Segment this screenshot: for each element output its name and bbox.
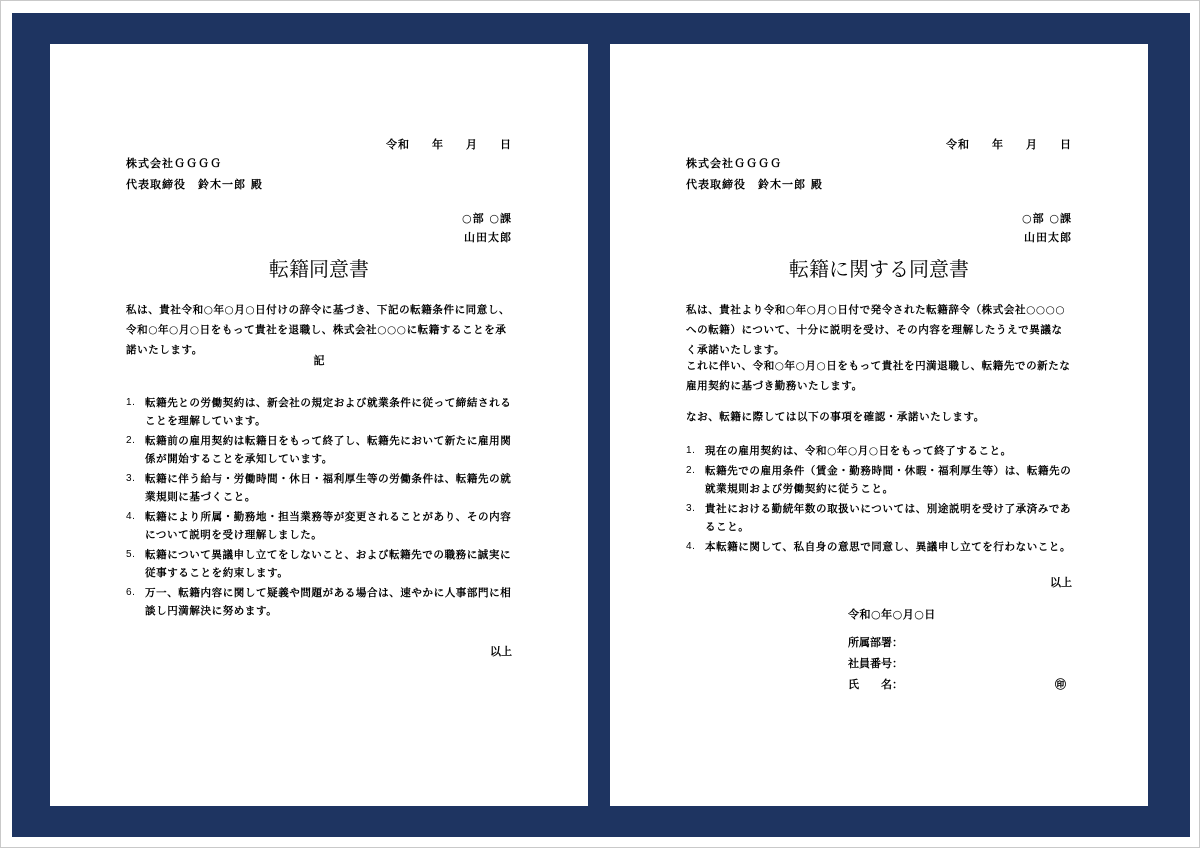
addressee-company: 株式会社ＧＧＧＧ bbox=[686, 157, 782, 170]
sender-name: 山田太郎 bbox=[464, 231, 512, 244]
date-era: 令和 bbox=[386, 138, 410, 151]
date-line bbox=[946, 136, 1072, 152]
closing-ijo: 以上 bbox=[490, 645, 512, 658]
date-era: 令和 bbox=[946, 138, 970, 151]
body-paragraph: 私は、貴社令和○年○月○日付けの辞令に基づき、下記の転籍条件に同意し、令和○年○月○日をもって貴社を退職し、株式会社○○○に転籍することを承諾いたします。 bbox=[126, 304, 511, 356]
list-item: 6. 万一、転籍内容に関して疑義や問題がある場合は、速やかに人事部門に相談し円満解決に努めます。 bbox=[126, 587, 512, 617]
document-title: 転籍同意書 bbox=[269, 257, 369, 281]
body-paragraph-3: なお、転籍に際しては以下の事項を確認・承諾いたします。 bbox=[686, 411, 985, 423]
date-day: 日 bbox=[1060, 138, 1072, 151]
sender-department: ○部 ○課 bbox=[1021, 212, 1072, 225]
date-day: 日 bbox=[500, 138, 512, 151]
date-month: 月 bbox=[466, 138, 478, 151]
closing-ijo: 以上 bbox=[1050, 576, 1072, 589]
condition-list bbox=[126, 394, 512, 622]
date-year: 年 bbox=[432, 138, 444, 151]
list-item: 1. 現在の雇用契約は、令和○年○月○日をもって終了すること。 bbox=[686, 445, 1012, 457]
list-item: 4. 転籍により所属・勤務地・担当業務等が変更されることがあり、その内容について説明を受け理解しました。 bbox=[126, 511, 512, 541]
list-item: 5. 転籍について異議申し立てをしないこと、および転籍先での職務に誠実に従事することを約束します。 bbox=[126, 549, 512, 579]
date-year: 年 bbox=[992, 138, 1004, 151]
body-paragraph-2: これに伴い、令和○年○月○日をもって貴社を円満退職し、転籍先での新たな雇用契約に基づき勤務いたします。 bbox=[686, 360, 1071, 392]
signature-date: 令和○年○月○日 bbox=[848, 608, 936, 621]
document-page-left bbox=[50, 44, 588, 806]
body-paragraph: 私は、貴社より令和○年○月○日付で発令された転籍辞令（株式会社○○○○への転籍）について、十分に説明を受け、その内容を理解したうえで異議なく承諾いたします。 bbox=[686, 304, 1066, 356]
list-item: 2. 転籍先での雇用条件（賃金・勤務時間・休暇・福利厚生等）は、転籍先の就業規則および労働契約に従うこと。 bbox=[686, 465, 1072, 495]
employee-number-label: 社員番号： bbox=[848, 657, 903, 670]
addressee-person: 代表取締役 鈴木一郎 殿 bbox=[126, 178, 263, 191]
confirmation-list bbox=[686, 442, 1072, 558]
document-board bbox=[12, 13, 1190, 837]
document-title: 転籍に関する同意書 bbox=[789, 257, 969, 281]
seal-mark: ㊞ bbox=[1055, 678, 1066, 691]
department-label: 所属部署： bbox=[848, 636, 903, 649]
addressee-company: 株式会社ＧＧＧＧ bbox=[126, 157, 222, 170]
list-item: 3. 貴社における勤続年数の取扱いについては、別途説明を受け了承済みであること。 bbox=[686, 503, 1072, 533]
sender-name: 山田太郎 bbox=[1024, 231, 1072, 244]
ki-heading: 記 bbox=[313, 354, 325, 367]
list-item: 1. 転籍先との労働契約は、新会社の規定および就業条件に従って締結されることを理解しています。 bbox=[126, 397, 512, 427]
date-month: 月 bbox=[1026, 138, 1038, 151]
list-item: 3. 転籍に伴う給与・労働時間・休日・福利厚生等の労働条件は、転籍先の就業規則に基づくこと。 bbox=[126, 473, 512, 503]
document-page-right bbox=[610, 44, 1148, 806]
addressee-person: 代表取締役 鈴木一郎 殿 bbox=[686, 178, 823, 191]
list-item: 2. 転籍前の雇用契約は転籍日をもって終了し、転籍先において新たに雇用関係が開始することを承知しています。 bbox=[126, 435, 512, 465]
date-line bbox=[386, 136, 512, 152]
list-item: 4. 本転籍に関して、私自身の意思で同意し、異議申し立てを行わないこと。 bbox=[686, 541, 1072, 553]
name-label: 氏 名： bbox=[848, 678, 903, 691]
sender-department: ○部 ○課 bbox=[461, 212, 512, 225]
